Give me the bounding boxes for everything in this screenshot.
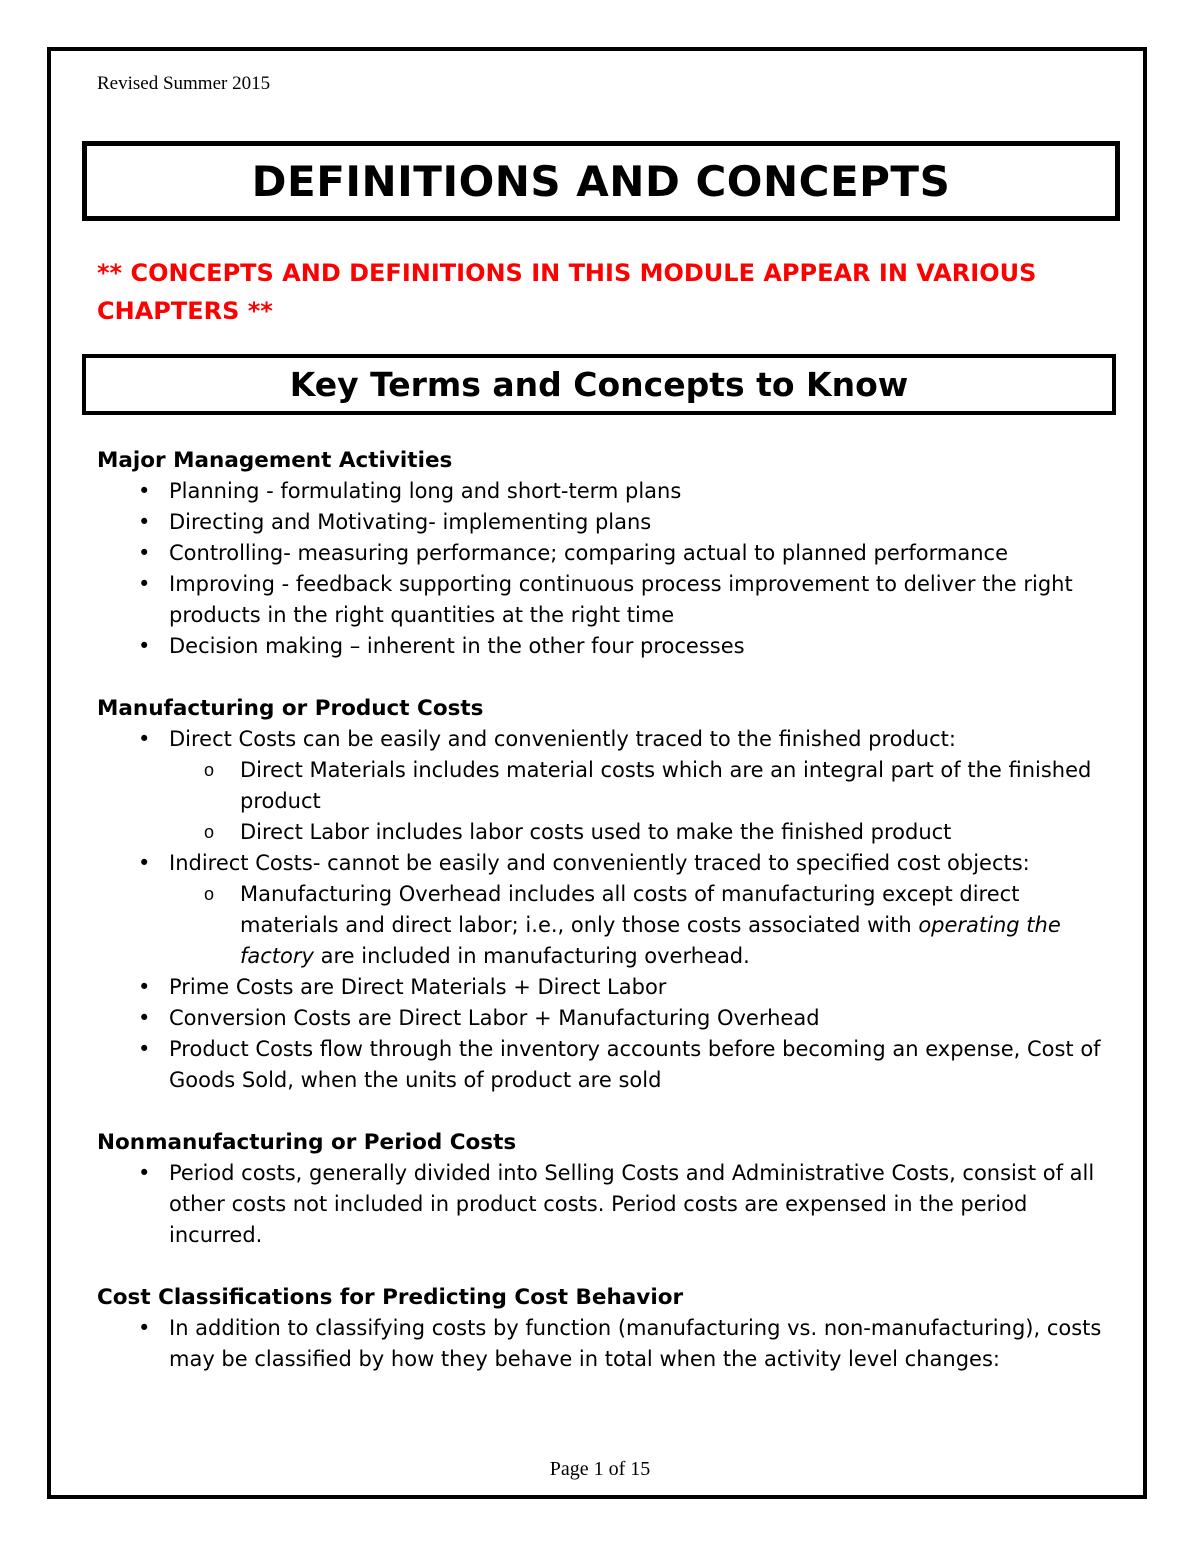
period-costs-list: [97, 1158, 1107, 1251]
list-item: • Period costs, generally divided into Selling Costs and Administrative Costs, consist of all other costs not included in product costs. Period costs are expensed in the period incurred.: [97, 1158, 1107, 1251]
overhead-text: Manufacturing Overhead includes all costs of manufacturing except direct materials and direct labor; i.e., only those costs associated with: [240, 882, 1020, 937]
behavior-list: [97, 1313, 1107, 1375]
list-item: • Prime Costs are Direct Materials + Direct Labor: [97, 972, 1107, 1003]
revised-date: Revised Summer 2015: [97, 73, 271, 94]
notice-text: ** CONCEPTS AND DEFINITIONS IN THIS MODULE APPEAR IN VARIOUS CHAPTERS **: [97, 259, 1037, 325]
list-item-indirect-costs: [97, 848, 1107, 972]
section-heading-management: Major Management Activities: [97, 448, 453, 473]
list-item: • Product Costs flow through the inventory accounts before becoming an expense, Cost of Goods Sold, when the units of product are sold: [97, 1034, 1107, 1096]
direct-costs-text: Direct Costs can be easily and conveniently traced to the finished product:: [169, 727, 956, 751]
overhead-text-end: are included in manufacturing overhead.: [313, 944, 750, 968]
indirect-costs-sublist: [169, 879, 1107, 972]
page-title: DEFINITIONS AND CONCEPTS: [251, 156, 951, 206]
section-heading-period-costs: Nonmanufacturing or Period Costs: [97, 1130, 517, 1155]
list-item-direct-costs: [97, 724, 1107, 848]
subtitle: Key Terms and Concepts to Know: [289, 365, 909, 404]
product-costs-list: [97, 724, 1107, 1096]
sub-list-item: o Direct Materials includes material costs which are an integral part of the finished product: [169, 755, 1107, 817]
page-number: Page 1 of 15: [549, 1458, 651, 1480]
subtitle-box: [82, 354, 1116, 415]
sub-list-item-overhead: [169, 879, 1107, 972]
section-heading-behavior: Cost Classifications for Predicting Cost Behavior: [97, 1285, 684, 1310]
list-item: • Improving - feedback supporting continuous process improvement to deliver the right products in the right quantities at the right time: [97, 569, 1107, 631]
list-item: • In addition to classifying costs by function (manufacturing vs. non-manufacturing), costs may be classified by how they behave in total when the activity level changes:: [97, 1313, 1107, 1375]
sub-list-item: o Direct Labor includes labor costs used to make the finished product: [169, 817, 1107, 848]
overhead-emphasis: operating the factory: [240, 913, 1061, 968]
list-item: • Controlling- measuring performance; comparing actual to planned performance: [97, 538, 1107, 569]
list-item: • Decision making – inherent in the other four processes: [97, 631, 1107, 662]
content: [97, 445, 1107, 1375]
list-item: • Conversion Costs are Direct Labor + Manufacturing Overhead: [97, 1003, 1107, 1034]
list-item: • Planning - formulating long and short-term plans: [97, 476, 1107, 507]
list-item: • Directing and Motivating- implementing plans: [97, 507, 1107, 538]
indirect-costs-text: Indirect Costs- cannot be easily and conveniently traced to specified cost objects:: [169, 851, 1030, 875]
direct-costs-sublist: [169, 755, 1107, 848]
management-list: [97, 476, 1107, 662]
spacer: [97, 662, 1107, 693]
spacer: [97, 1251, 1107, 1282]
section-heading-product-costs: Manufacturing or Product Costs: [97, 696, 484, 721]
spacer: [97, 1096, 1107, 1127]
title-box: [82, 141, 1120, 221]
